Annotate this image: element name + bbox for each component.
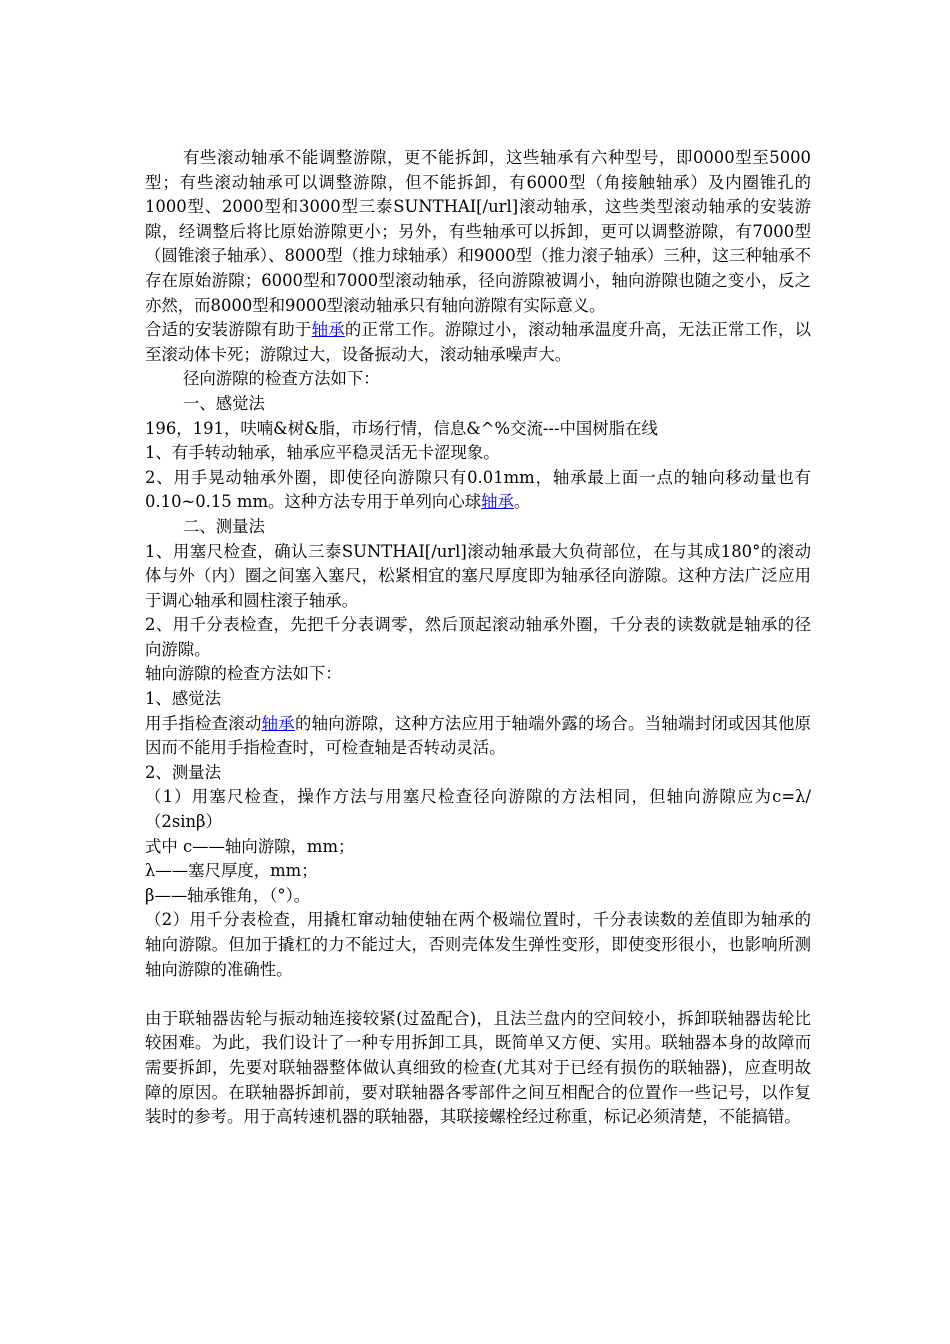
paragraph-proper-clearance (145, 318, 811, 367)
heading-measurement-method: 二、测量法 (183, 516, 265, 536)
heading-radial-clearance-methods: 径向游隙的检查方法如下： (183, 369, 380, 389)
heading-axial-clearance-methods: 轴向游隙的检查方法如下： (145, 664, 342, 684)
paragraph-step-1: 1、有手转动轴承，轴承应平稳灵活无卡涩现象。 (145, 443, 500, 463)
paragraph-dial-indicator: 2、用千分表检查，先把千分表调零，然后顶起滚动轴承外圈，千分表的读数就是轴承的径向游隙。 (145, 615, 811, 659)
paragraph-watermark-line: 196，191，呋喃&树&脂，市场行情，信息&^%交流---中国树脂在线 (145, 418, 658, 438)
formula-legend-beta: β——轴承锥角，（°）。 (145, 885, 311, 905)
heading-feel-method: 一、感觉法 (183, 393, 265, 413)
formula-legend-c: 式中 c——轴向游隙，mm； (145, 836, 355, 856)
paragraph-finger-check (145, 712, 811, 761)
paragraph-axial-dial-indicator: （2）用千分表检查，用撬杠窜动轴使轴在两个极端位置时，千分表读数的差值即为轴承的轴向游隙。但加于撬杠的力不能过大，否则壳体发生弹性变形，即使变形很小，也影响所测轴向游隙的准确性。 (145, 910, 811, 979)
document-body (145, 146, 811, 1130)
bearing-link[interactable]: 轴承 (311, 320, 345, 340)
paragraph-text: 2、用手晃动轴承外圈，即使径向游隙只有0.01mm，轴承最上面一点的轴向移动量也有0.10~0.15 mm。这种方法专用于单列向心球 (145, 467, 811, 512)
paragraph-text: 合适的安装游隙有助于 (145, 320, 312, 340)
paragraph-text: 的正常工作。游隙过小，滚动轴承温度升高，无法正常工作，以至滚动体卡死；游隙过大，设备振动大，滚动轴承噪声大。 (145, 320, 812, 364)
bearing-link[interactable]: 轴承 (261, 713, 295, 733)
heading-axial-measurement: 2、测量法 (145, 762, 221, 782)
paragraph-coupling-disassembly: 由于联轴器齿轮与振动轴连接较紧(过盈配合)，且法兰盘内的空间较小，拆卸联轴器齿轮比较困难。为此，我们设计了一种专用拆卸工具，既简单又方便、实用。联轴器本身的故障而需要拆卸，先要对联轴器整体做认真细致的检查(尤其对于已经有损伤的联轴器)，应查明故障的原因。在联轴器拆卸前，要对联轴器各零部件之间互相配合的位置作一些记号，以作复装时的参考。用于高转速机器的联轴器，其联接螺栓经过称重，标记必须清楚，不能搞错。 (145, 1008, 811, 1127)
paragraph-text: 。 (513, 492, 531, 512)
paragraph-axial-feeler-formula: （1）用塞尺检查，操作方法与用塞尺检查径向游隙的方法相同，但轴向游隙应为c=λ/（2sinβ） (145, 787, 811, 832)
paragraph-non-adjustable-bearings: 有些滚动轴承不能调整游隙，更不能拆卸，这些轴承有六种型号，即0000型至5000型；有些滚动轴承可以调整游隙，但不能拆卸，有6000型（角接触轴承）及内圈锥孔的1000型、2000型和3000型三泰SUNTHAI[/url]滚动轴承，这些类型滚动轴承的安装游隙，经调整后将比原始游隙更小；另外，有些轴承可以拆卸，更可以调整游隙，有7000型（圆锥滚子轴承）、8000型（推力球轴承）和9000型（推力滚子轴承）三种，这三种轴承不存在原始游隙；6000型和7000型滚动轴承，径向游隙被调小，轴向游隙也随之变小，反之亦然，而8000型和9000型滚动轴承只有轴向游隙有实际意义。 (145, 148, 811, 315)
paragraph-text: 用手指检查滚动 (145, 713, 262, 733)
formula-legend-lambda: λ——塞尺厚度，mm； (145, 861, 318, 881)
heading-axial-feel-method: 1、感觉法 (145, 689, 221, 709)
paragraph-text: 的轴向游隙，这种方法应用于轴端外露的场合。当轴端封闭或因其他原因而不能用手指检查时，可检查轴是否转动灵活。 (145, 713, 812, 758)
blank-line (145, 982, 811, 1007)
paragraph-feeler-gauge: 1、用塞尺检查，确认三泰SUNTHAI[/url]滚动轴承最大负荷部位，在与其成180°的滚动体与外（内）圈之间塞入塞尺，松紧相宜的塞尺厚度即为轴承径向游隙。这种方法广泛应用于调心轴承和圆柱滚子轴承。 (145, 541, 811, 610)
paragraph-step-2 (145, 466, 811, 515)
bearing-link[interactable]: 轴承 (481, 492, 514, 512)
